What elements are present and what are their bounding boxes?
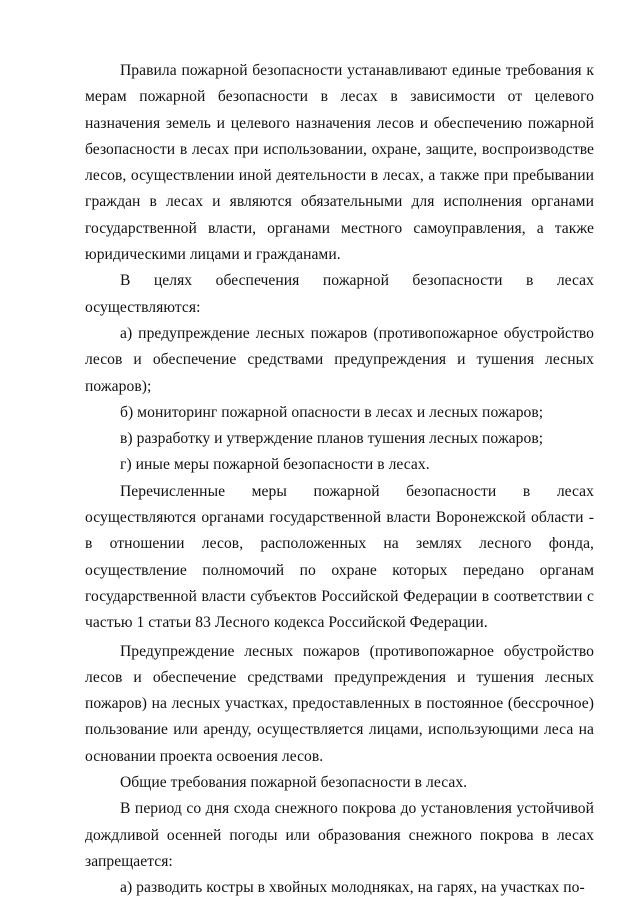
paragraph-leaseholders: Предупреждение лесных пожаров (противопожарное обустройство лесов и обеспечение средствами предупреждения и тушения лесных пожаров) на лесных участках, предоставленных в постоянное (бессрочное) пользование или аренду, осуществляется лицами, использующими леса на основании проекта освоения лесов. [85,642,594,765]
list-item-a-bonfires: а) разводить костры в хвойных молодняках, на гарях, на участках по- [120,879,585,897]
section-heading-general-requirements: Общие требования пожарной безопасности в лесах. [120,774,468,792]
list-item-d-other: г) иные меры пожарной безопасности в лесах. [120,456,430,474]
paragraph-rules-intro: Правила пожарной безопасности устанавливают единые требования к мерам пожарной безопасности в лесах в зависимости от целевого назначения земель и целевого назначения лесов и обеспечению пожарной безопасности в лесах при использовании, охране, защите, воспроизводстве лесов, осуществлении иной деятельности в лесах, а также при пребывании граждан в лесах и являются обязательными для исполнения органами государственной власти, органами местного самоуправления, а также юридическими лицами и гражданами. [85,62,594,264]
list-item-b-monitoring: б) мониторинг пожарной опасности в лесах и лесных пожаров; [120,403,544,421]
paragraph-authorities: Перечисленные меры пожарной безопасности в лесах осуществляются органами государственной власти Воронежской области - в отношении лесов, расположенных на землях лесного фонда, осуществление полномочий по охране которых передано органам государственной власти субъектов Российской Федерации в соответствии с частью 1 статьи 83 Лесного кодекса Российской Федерации. [85,482,594,632]
paragraph-prohibition-period: В период со дня схода снежного покрова до установления устойчивой дождливой осенней погоды или образования снежного покрова в лесах запрещается: [85,800,594,870]
list-item-c-plans: в) разработку и утверждение планов тушения лесных пожаров; [120,430,544,448]
paragraph-measures-intro: В целях обеспечения пожарной безопасности в лесах осуществляются: [85,272,594,316]
list-item-a-prevention: а) предупреждение лесных пожаров (противопожарное обустройство лесов и обеспечение средствами предупреждения и тушения лесных пожаров); [85,324,594,395]
